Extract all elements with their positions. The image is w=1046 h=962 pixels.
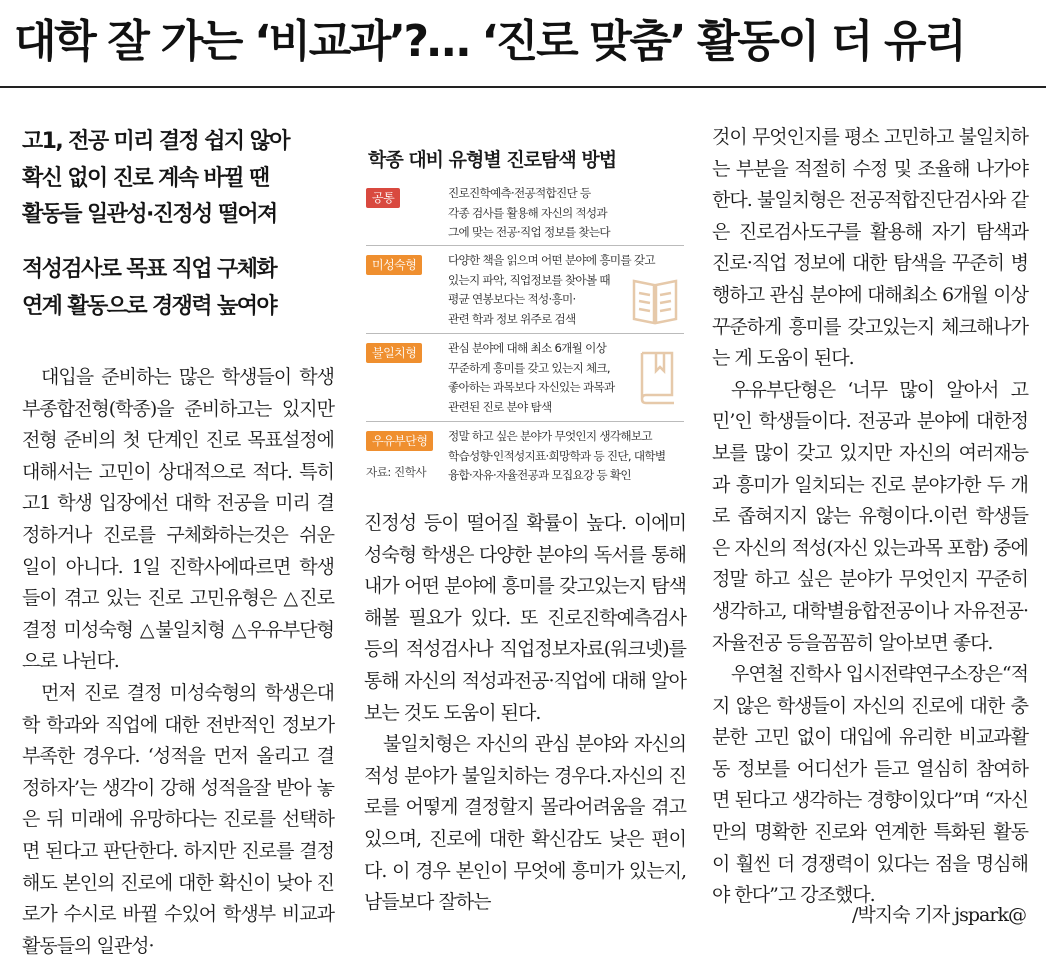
headline: 대학 잘 가는 ‘비교과’?… ‘진로 맞춤’ 활동이 더 유리	[14, 16, 965, 67]
infobox-divider	[366, 245, 684, 246]
infobox-item-text	[448, 427, 688, 486]
text-line: 다. 특히 고1 학생 입장에선 대학 전공	[22, 460, 334, 515]
infobox-line: 정말 하고 싶은 분야가 무엇인지 생각해보고	[448, 429, 652, 443]
text-line: 것이 무엇인지를 평소 고민하고 불일치	[712, 126, 1011, 148]
infobox-line: 관심 분야에 대해 최소 6개월 이상	[448, 341, 607, 355]
infobox-divider	[366, 421, 684, 422]
text-line: 교과활동 정보를 어디선가 듣고 열심	[712, 726, 1028, 780]
subheadline-line: 확신 없이 진로 계속 바뀔 땐	[22, 165, 269, 191]
infobox-line: 다양한 책을 읽으며 어떤 분야에 흥미를 갖고	[448, 253, 655, 267]
text-line: 있는지 체크해나가는 게 도움이 된다.	[712, 315, 1028, 370]
text-line: 불일치형은 자신의 관심 분야와 자	[383, 733, 652, 756]
infobox-line: 그에 맞는 전공·직업 정보를 찾는다	[448, 225, 610, 239]
text-line: 생부종합전형(학종)을 준비하고는 있	[22, 366, 334, 420]
text-line: 최소 6개월 이상 꾸준하게 흥미를 갖고	[712, 283, 1028, 338]
text-line: 신감도 낮은 편이다. 이 경우 본인이 무	[364, 827, 686, 882]
text-line: 이런 학생들은 자신의 적성(자신 있는	[712, 505, 1028, 559]
book-icon	[636, 349, 680, 405]
body-column-1	[22, 362, 334, 962]
text-line: 사와 같은 진로검사도구를 활용해 자	[712, 189, 1028, 243]
subheadline-line: 연계 활동으로 경쟁력 높여야	[22, 293, 277, 319]
text-line: 진학예측검사 등의 적성검사나 직업정	[364, 606, 686, 661]
paragraph	[364, 729, 686, 919]
text-line: 것은 쉬운 일이 아니다. 1일 진학사에	[22, 523, 334, 578]
text-line: 전공·직업에 대해 알아보는 것도 도움	[364, 669, 686, 724]
infobox-title: 학종 대비 유형별 진로탐색 방법	[368, 149, 617, 171]
text-line: 잘 받아 놓은 뒤 미래에 유망하다는 진	[22, 776, 334, 831]
subheadline-line: 활동들 일관성·진정성 떨어져	[22, 202, 277, 227]
text-line: 다.	[852, 884, 875, 907]
infobox-line: 각종 검사를 활용해 자신의 적성과	[448, 205, 607, 220]
text-line: 가야 한다. 불일치형은 전공적합진단검	[712, 157, 1028, 212]
text-line: 진정성 등이 떨어질 확률이 높다. 이에	[364, 512, 669, 534]
text-line: 우유부단형은 ‘너무 많이 알아서 고	[731, 378, 1028, 401]
paragraph	[712, 375, 1028, 659]
text-line: 미성숙형 학생은 다양한 분야의 독서	[364, 512, 686, 566]
text-line: 민’인 학생들이다. 전공과 분야에 대한	[712, 410, 1011, 433]
text-line: 히 참여하면 된다고 생각하는 경향이	[712, 757, 1028, 812]
tag-common: 공통	[366, 188, 400, 208]
paragraph	[712, 122, 1028, 375]
infobox-credit: 자료: 진학사	[366, 465, 427, 479]
text-line: 다는 점을 명심해야 한다”고 강조했	[712, 852, 1028, 907]
text-line: 있다”며 “자신만의 명확한 진로와 연계	[712, 789, 1028, 844]
text-line: 한 충분한 고민 없이 대입에 유리한 비	[712, 694, 1029, 749]
subheadline-line: 적성검사로 목표 직업 구체화	[22, 257, 277, 282]
headline-rule	[0, 86, 1046, 88]
paragraph	[712, 659, 1028, 912]
text-line: 을 꾸준히 병행하고 관심 분야에 대해	[712, 252, 1028, 306]
text-line: 있어 학생부 비교과활동들의 일관성·	[22, 903, 334, 957]
byline: /박지숙 기자 jspark@	[852, 904, 1026, 926]
text-line: 을 미리 결정하거나 진로를 구체화하는	[22, 492, 334, 546]
infobox-line: 관련 학과 정보 위주로 검색	[448, 311, 576, 326]
subheadline-line: 고1, 전공 미리 결정 쉽지 않아	[22, 129, 289, 154]
text-line: 유형은 △진로 결정 미성숙형 △불일치	[22, 587, 335, 641]
text-line: 정보를 많이 갖고 있지만 자신의 여러	[712, 410, 1028, 464]
text-line: 보자료(워크넷)를 통해 자신의 적성과	[364, 638, 686, 692]
text-line: 기 탐색과 진로·직업 정보에 대한 탐색	[712, 220, 1028, 275]
paragraph	[22, 362, 334, 678]
text-line: 융합전공이나 자유전공·자율전공 등을	[712, 599, 1028, 654]
text-line: 만 진로를 결정해도 본인의 진로에 대	[22, 839, 334, 894]
infobox	[352, 133, 686, 485]
infobox-line: 융합·자유·자율전공과 모집요강 등 확인	[448, 468, 631, 482]
tag-indecisive: 우유부단형	[366, 431, 433, 451]
text-line: 과목 포함) 중에 정말 하고 싶은 분야	[712, 536, 1028, 591]
text-line: 어려움을 겪고 있으며, 진로에 대한 확	[364, 796, 686, 850]
infobox-divider	[366, 333, 684, 334]
paragraph	[22, 678, 334, 962]
body-column-2	[364, 508, 686, 919]
text-line: 가 무엇인지 꾸준히 생각하고, 대학별	[712, 568, 1028, 622]
text-line: 따르면 학생들이 겪고 있는 진로 고민	[22, 555, 335, 610]
infobox-line: 있는지 파악, 직업정보를 찾아볼 때	[448, 272, 610, 287]
text-line: 있는지 탐색해볼 필요가 있다. 또 진로	[364, 575, 686, 629]
open-book-icon	[630, 273, 680, 327]
text-line: 형 △우유부단형으로 나뉜다.	[22, 618, 334, 673]
text-line: 먼저 진로 결정 미성숙형의 학생은	[41, 681, 317, 704]
text-line: 우연철 진학사 입시전략연구소장은	[731, 663, 1002, 686]
text-line: 한 확신이 낮아 진로가 수시로 바뀔 수	[22, 871, 334, 926]
text-line: 로를 선택하면 된다고 판단한다. 하지	[22, 808, 334, 862]
infobox-line: 관련된 진로 분야 탐색	[448, 399, 552, 414]
text-line: 대학 학과와 직업에 대한 전반적인 정	[22, 681, 334, 736]
text-line: 보가 부족한 경우다. ‘성적을 먼저 올	[22, 713, 334, 768]
text-line: 지만 전형 준비의 첫 단계인 진로 목표	[22, 397, 334, 452]
paragraph	[364, 508, 686, 729]
infobox-line: 꾸준하게 흥미를 갖고 있는지 체크,	[448, 360, 610, 375]
subheadline-2	[22, 252, 334, 325]
text-line: 엇에 흥미가 있는지, 남들보다 잘하는	[364, 859, 687, 914]
infobox-line: 학습성향·인적성지표·희망학과 등 진단, 대학별	[448, 448, 666, 463]
infobox-line: 평균 연봉보다는 적성·흥미·	[448, 292, 576, 306]
body-column-3	[712, 122, 1028, 912]
infobox-line: 좋아하는 과목보다 자신있는 과목과	[448, 380, 615, 394]
text-line: 대입을 준비하는 많은 학생들이 학	[41, 366, 317, 388]
text-line: 이 된다.	[478, 701, 541, 724]
text-line: 신의 적성 분야가 불일치하는 경우다.	[364, 733, 686, 787]
subheadline-1	[22, 124, 334, 234]
tag-immature: 미성숙형	[366, 255, 422, 275]
infobox-line: 진로진학예측·전공적합진단 등	[448, 186, 591, 200]
text-line: 설정에 대해서는 고민이 상대적으로 적	[22, 429, 334, 483]
text-line: 한 두 개로 좁혀지지 않는 유형이다.	[712, 473, 1028, 528]
text-line: 를 통해 내가 어떤 분야에 흥미를 갖고	[364, 543, 686, 598]
text-line: 자신의 진로를 어떻게 결정할지 몰라	[364, 764, 686, 819]
text-line: 한 특화된 활동이 훨씬 더 경쟁력이 있	[712, 821, 1028, 875]
text-line: 꼼꼼히 알아보면 좋다.	[821, 631, 993, 654]
infobox-item-text	[448, 184, 688, 243]
text-line: 재능과 흥미가 일치되는 진로 분야가	[712, 441, 1028, 496]
text-line: 리고 결정하자’는 생각이 강해 성적을	[22, 745, 334, 799]
text-line: “적지 않은 학생들이 자신의 진로에 대	[712, 663, 1028, 717]
text-line: 하는 부분을 적절히 수정 및 조율해 나	[712, 126, 1028, 180]
tag-mismatch: 불일치형	[366, 343, 422, 363]
